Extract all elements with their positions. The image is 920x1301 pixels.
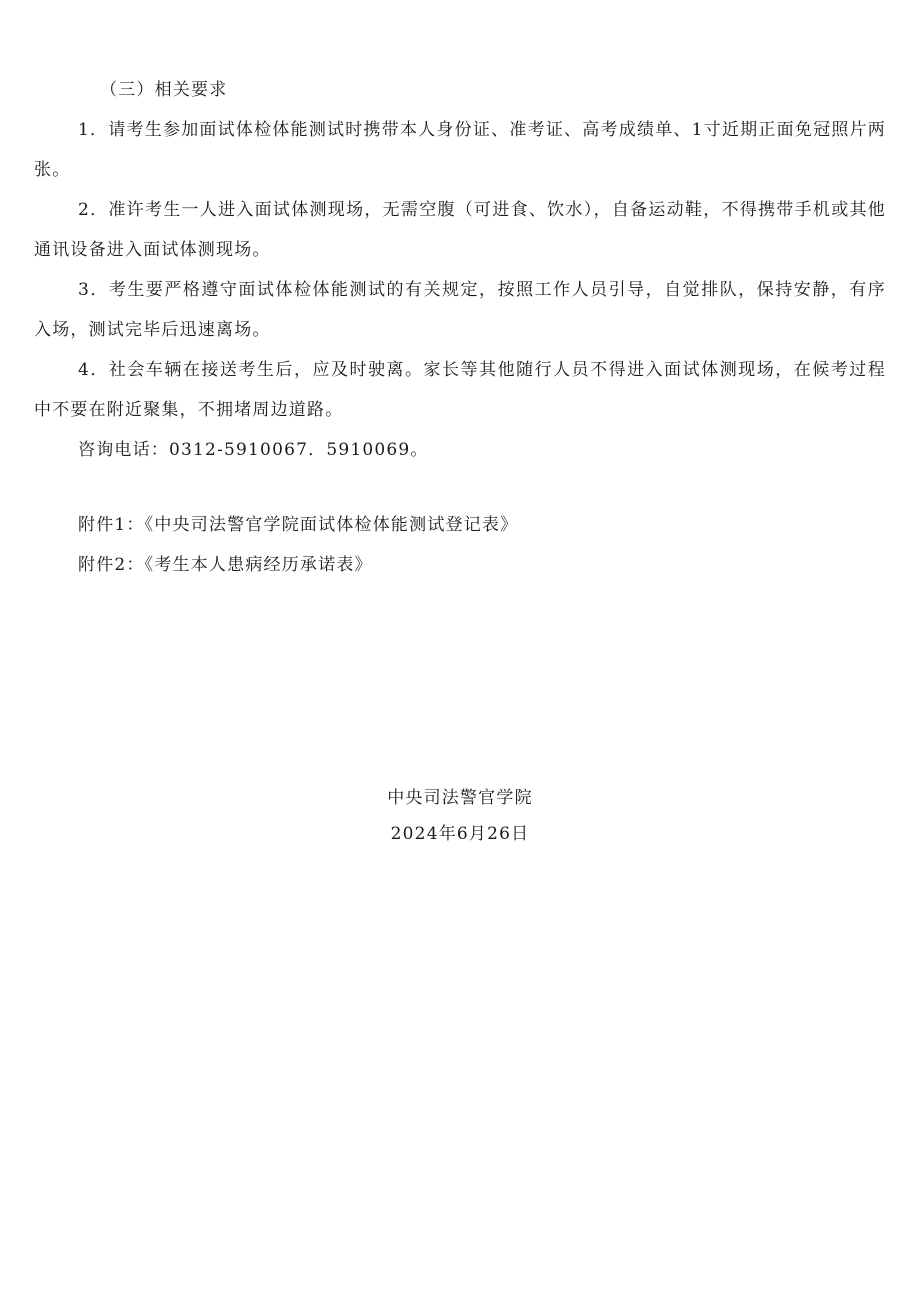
requirement-item-3: 3．考生要严格遵守面试体检体能测试的有关规定，按照工作人员引导，自觉排队，保持安静，有序入场，测试完毕后迅速离场。	[34, 280, 886, 340]
requirement-item-2: 2．准许考生一人进入面试体测现场，无需空腹（可进食、饮水），自备运动鞋，不得携带手机或其他通讯设备进入面试体测现场。	[34, 200, 886, 260]
contact-phone: 咨询电话：0312-5910067．5910069。	[78, 440, 429, 460]
attachment-2: 附件2：《考生本人患病经历承诺表》	[78, 555, 373, 575]
signature-organization: 中央司法警官学院	[387, 788, 533, 808]
section-heading: （三）相关要求	[100, 80, 228, 100]
signature-date: 2024年6月26日	[390, 824, 530, 844]
attachment-1: 附件1：《中央司法警官学院面试体检体能测试登记表》	[78, 515, 519, 535]
requirement-item-4: 4．社会车辆在接送考生后，应及时驶离。家长等其他随行人员不得进入面试体测现场，在候考过程中不要在附近聚集，不拥堵周边道路。	[34, 360, 886, 420]
requirement-item-1: 1．请考生参加面试体检体能测试时携带本人身份证、准考证、高考成绩单、1寸近期正面免冠照片两张。	[34, 120, 886, 180]
